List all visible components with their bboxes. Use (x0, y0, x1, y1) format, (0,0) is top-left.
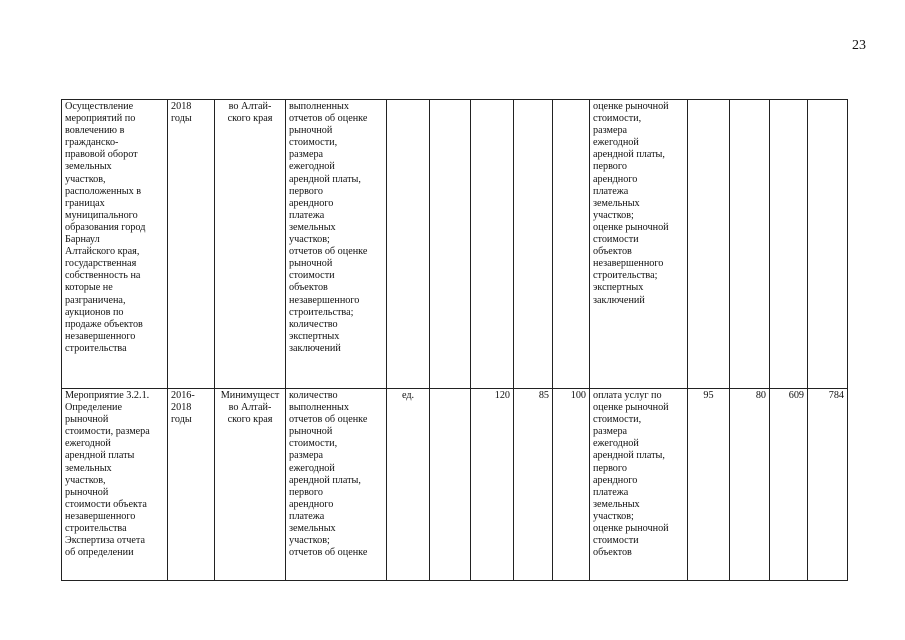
table-cell: Осуществление мероприятий по вовлечению в гражданско- правовой оборот земельных участков, расположенных в границах муниципального образования город Барнаул Алтайского края, государственная собственность на которые не разграничена, аукционов по продаже объектов незавершенного строительства (62, 100, 168, 389)
table-cell: Мероприятие 3.2.1. Определение рыночной стоимости, размера ежегодной арендной платы земельных участков, рыночной стоимости объекта незавершенного строительства Экспертиза отчета об определении (62, 389, 168, 581)
table-cell: Минимущест во Алтай- ского края (215, 389, 286, 581)
table-cell: 609 (770, 389, 808, 581)
table-cell: 2018 годы (168, 100, 215, 389)
page-number: 23 (852, 38, 866, 53)
table-cell: выполненных отчетов об оценке рыночной стоимости, размера ежегодной арендной платы, первого арендного платежа земельных участков; отчетов об оценке рыночной стоимости объектов незавершенного строительства; количество экспертных заключений (286, 100, 387, 389)
table-cell: 100 (553, 389, 590, 581)
table-cell: 80 (730, 389, 770, 581)
table-cell: 784 (808, 389, 848, 581)
table-cell (430, 100, 471, 389)
table-cell: количество выполненных отчетов об оценке рыночной стоимости, размера ежегодной арендной платы, первого арендного платежа земельных участков; отчетов об оценке (286, 389, 387, 581)
document-table (61, 99, 848, 581)
table-cell: 120 (471, 389, 514, 581)
table-cell (808, 100, 848, 389)
table-cell (471, 100, 514, 389)
table-cell (770, 100, 808, 389)
table-cell (688, 100, 730, 389)
table-cell: 85 (514, 389, 553, 581)
table-cell: оценке рыночной стоимости, размера ежегодной арендной платы, первого арендного платежа земельных участков; оценке рыночной стоимости объектов незавершенного строительства; экспертных заключений (590, 100, 688, 389)
table-cell: ед. (387, 389, 430, 581)
table-cell: оплата услуг по оценке рыночной стоимости, размера ежегодной арендной платы, первого арендного платежа земельных участков; оценке рыночной стоимости объектов (590, 389, 688, 581)
table-cell (514, 100, 553, 389)
table-cell: 2016- 2018 годы (168, 389, 215, 581)
table-row (62, 100, 848, 389)
table-cell (430, 389, 471, 581)
table-cell (553, 100, 590, 389)
table-cell: 95 (688, 389, 730, 581)
table-cell: во Алтай- ского края (215, 100, 286, 389)
table-row (62, 389, 848, 581)
table-cell (730, 100, 770, 389)
table-cell (387, 100, 430, 389)
